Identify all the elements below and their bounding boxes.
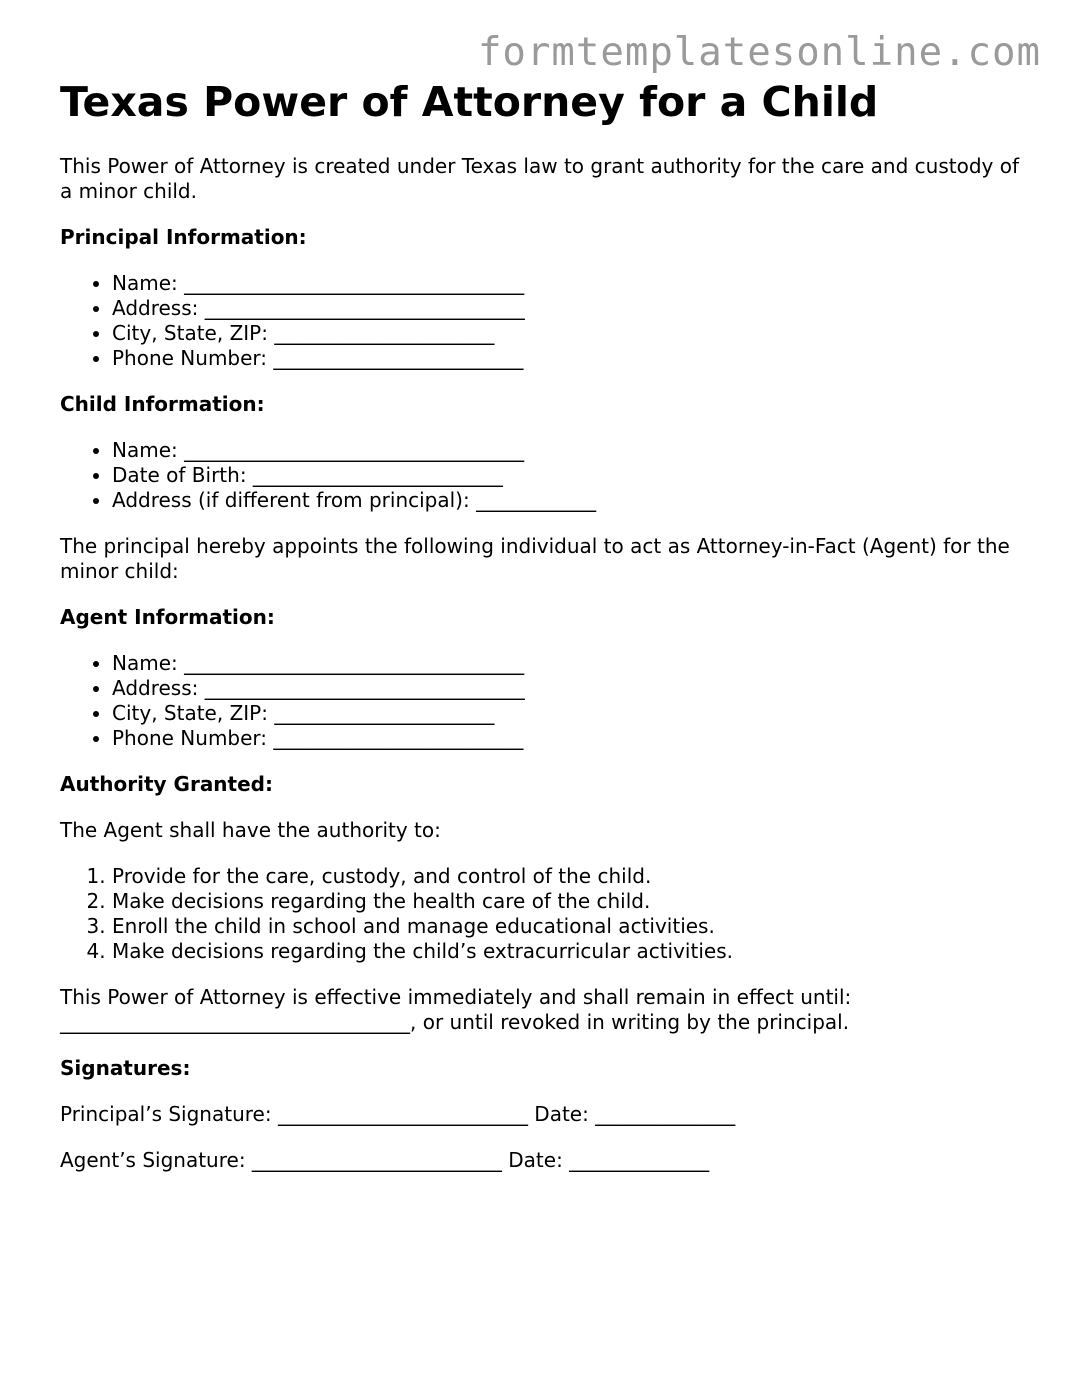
- authority-list: [60, 864, 1030, 964]
- child-name-field: • Name: __________________________________: [112, 438, 1030, 463]
- authority-lead: The Agent shall have the authority to:: [60, 818, 441, 842]
- authority-item: 2. Make decisions regarding the health care of the child.: [112, 889, 1030, 914]
- agent-city-field: • City, State, ZIP: ______________________: [112, 701, 1030, 726]
- intro-paragraph: This Power of Attorney is created under Texas law to grant authority for the care and custody of a minor child.: [60, 154, 1019, 203]
- agent-address-field: • Address: ________________________________: [112, 676, 1030, 701]
- signatures-heading: Signatures:: [60, 1056, 191, 1080]
- appointment-paragraph: The principal hereby appoints the following individual to act as Attorney-in-Fact (Agent) for the minor child:: [60, 534, 1010, 583]
- page-title: Texas Power of Attorney for a Child: [60, 78, 879, 126]
- principal-signature-line: Principal’s Signature: _________________________ Date: ______________: [60, 1102, 736, 1126]
- document-page: [60, 74, 1030, 1173]
- authority-item: 3. Enroll the child in school and manage educational activities.: [112, 914, 1030, 939]
- child-fields: [60, 438, 1030, 513]
- principal-phone-field: • Phone Number: _________________________: [112, 346, 1030, 371]
- agent-signature-line: Agent’s Signature: _________________________ Date: ______________: [60, 1148, 710, 1172]
- watermark: formtemplatesonline.com: [477, 30, 1041, 75]
- child-address-field: • Address (if different from principal): ____________: [112, 488, 1030, 513]
- agent-name-field: • Name: __________________________________: [112, 651, 1030, 676]
- agent-heading: Agent Information:: [60, 605, 275, 629]
- effective-paragraph: This Power of Attorney is effective immediately and shall remain in effect until: ___________________________________, or until revoked in writing by the principal.: [60, 985, 852, 1034]
- agent-phone-field: • Phone Number: _________________________: [112, 726, 1030, 751]
- agent-fields: [60, 651, 1030, 751]
- principal-fields: [60, 271, 1030, 371]
- authority-item: 4. Make decisions regarding the child’s extracurricular activities.: [112, 939, 1030, 964]
- principal-city-field: • City, State, ZIP: ______________________: [112, 321, 1030, 346]
- principal-name-field: • Name: __________________________________: [112, 271, 1030, 296]
- authority-item: 1. Provide for the care, custody, and control of the child.: [112, 864, 1030, 889]
- authority-heading: Authority Granted:: [60, 772, 273, 796]
- principal-heading: Principal Information:: [60, 225, 307, 249]
- child-heading: Child Information:: [60, 392, 265, 416]
- child-dob-field: • Date of Birth: _________________________: [112, 463, 1030, 488]
- principal-address-field: • Address: ________________________________: [112, 296, 1030, 321]
